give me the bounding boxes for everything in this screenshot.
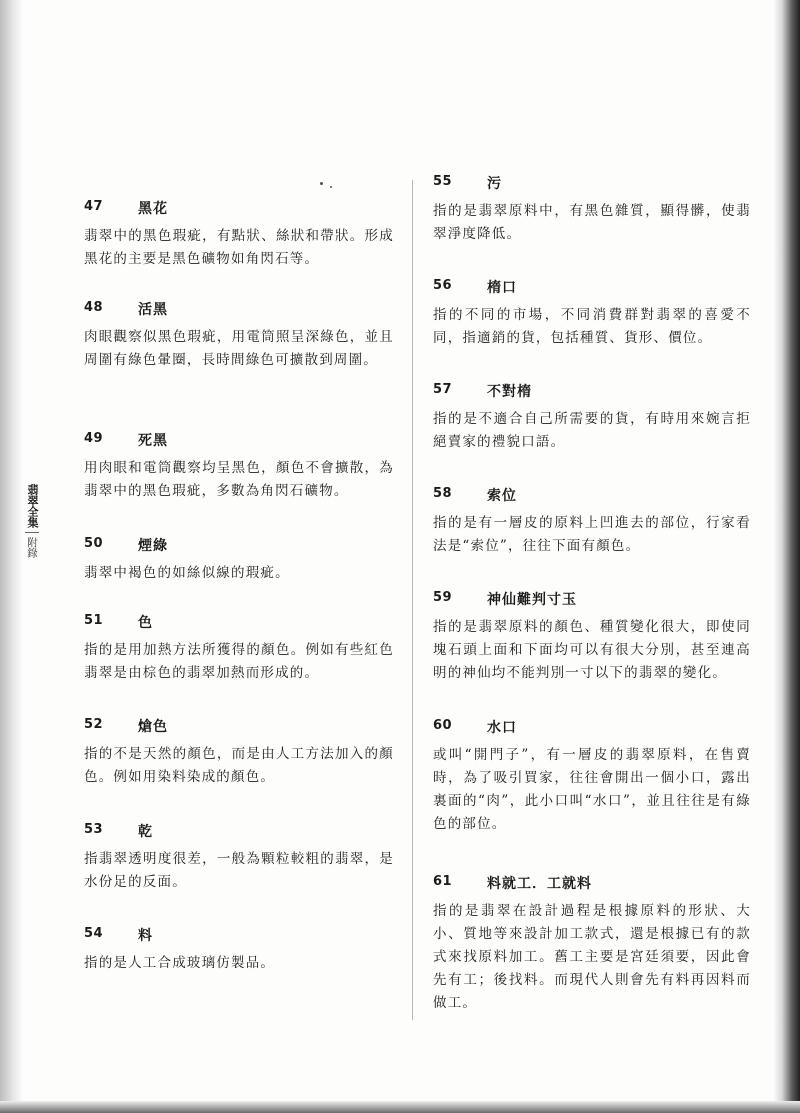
glossary-entry (433, 486, 751, 558)
entry-definition: 指的是不適合自己所需要的貨，有時用來婉言拒絕賣家的禮貌口語。 (433, 411, 751, 450)
side-tab-divider (25, 532, 39, 533)
entry-definition: 指的不同的市場，不同消費群對翡翠的喜愛不同，指適銷的貨，包括種質、貨形、價位。 (433, 307, 751, 346)
entry-term: 活黑 (138, 302, 168, 318)
glossary-entry (84, 536, 394, 585)
entry-number: 47 (84, 199, 104, 214)
entry-number: 53 (84, 822, 104, 837)
glossary-entry (84, 822, 394, 894)
entry-definition: 肉眼觀察似黑色瑕疵，用電筒照呈深綠色，並且周圍有綠色暈圈，長時間綠色可擴散到周圍。 (84, 329, 394, 368)
entry-term: 污 (487, 176, 502, 192)
scan-speck (330, 186, 332, 188)
entry-term: 楕口 (487, 280, 517, 296)
entry-term: 黑花 (138, 201, 168, 217)
glossary-entry (84, 300, 394, 372)
entry-number: 56 (433, 278, 453, 293)
entry-term: 水口 (487, 720, 517, 736)
entry-term: 乾 (138, 824, 153, 840)
side-tab-title: 翡翠全集 (26, 484, 39, 528)
entry-term: 色 (138, 615, 153, 631)
glossary-entry (433, 382, 751, 454)
entry-definition: 指的是有一層皮的原料上凹進去的部位，行家看法是“索位”，往往下面有顏色。 (433, 515, 751, 554)
glossary-entry (433, 590, 751, 685)
entry-term: 熗色 (138, 719, 168, 735)
page-edge-right (774, 0, 800, 1113)
glossary-entry (84, 613, 394, 685)
entry-definition: 指的是翡翠原料的顏色、種質變化很大，即使同塊石頭上面和下面均可以有很大分別，甚至連高明的神仙均不能判別一寸以下的翡翠的變化。 (433, 619, 751, 681)
entry-number: 50 (84, 536, 104, 551)
entry-definition: 翡翠中的黑色瑕疵，有點狀、絲狀和帶狀。形成黑花的主要是黑色礦物如角閃石等。 (84, 228, 394, 267)
entry-number: 55 (433, 174, 453, 189)
side-tab (25, 484, 41, 558)
entry-number: 54 (84, 926, 104, 941)
glossary-entry (433, 174, 751, 246)
entry-definition: 指翡翠透明度很差，一般為顆粒較粗的翡翠，是水份足的反面。 (84, 851, 394, 890)
glossary-entry (84, 926, 394, 975)
column-divider (412, 180, 413, 1020)
entry-number: 57 (433, 382, 453, 397)
entry-term: 煙綠 (138, 538, 168, 554)
entry-term: 料 (138, 928, 153, 944)
entry-term: 料就工．工就料 (487, 876, 592, 892)
page-edge-left (0, 0, 22, 1113)
glossary-entry (433, 718, 751, 836)
entry-definition: 指的是翡翠原料中，有黑色雜質，顯得髒，使翡翠淨度降低。 (433, 203, 751, 242)
entry-definition: 或叫“開門子”，有一層皮的翡翠原料，在售賣時，為了吸引買家，往往會開出一個小口，露出裏面的“肉”，此小口叫“水口”，並且往往是有綠色的部位。 (433, 747, 751, 832)
entry-number: 58 (433, 486, 453, 501)
entry-number: 51 (84, 613, 104, 628)
glossary-entry (84, 717, 394, 789)
entry-definition: 指的是翡翠在設計過程是根據原料的形狀、大小、質地等來設計加工款式，還是根據已有的款式來找原料加工。舊工主要是宮廷須要，因此會先有工；後找料。而現代人則會先有料再因料而做工。 (433, 903, 751, 1011)
entry-term: 不對楕 (487, 384, 532, 400)
entry-definition: 指的是用加熱方法所獲得的顏色。例如有些紅色翡翠是由棕色的翡翠加熱而形成的。 (84, 642, 394, 681)
entry-definition: 指的不是天然的顏色，而是由人工方法加入的顏色。例如用染料染成的顏色。 (84, 746, 394, 785)
glossary-entry (84, 199, 394, 271)
entry-term: 神仙難判寸玉 (487, 592, 577, 608)
glossary-entry (84, 431, 394, 503)
page-edge-bottom (0, 1101, 800, 1113)
entry-number: 49 (84, 431, 104, 446)
entry-number: 61 (433, 874, 453, 889)
entry-term: 索位 (487, 488, 517, 504)
entry-number: 59 (433, 590, 453, 605)
entry-number: 60 (433, 718, 453, 733)
entry-definition: 指的是人工合成玻璃仿製品。 (84, 955, 276, 971)
scan-speck (320, 182, 323, 185)
entry-number: 52 (84, 717, 104, 732)
entry-number: 48 (84, 300, 104, 315)
entry-definition: 翡翠中褐色的如絲似線的瑕疵。 (84, 565, 290, 581)
side-tab-section: 附錄 (26, 537, 38, 558)
entry-definition: 用肉眼和電筒觀察均呈黑色，顏色不會擴散，為翡翠中的黑色瑕疵，多數為角閃石礦物。 (84, 460, 394, 499)
glossary-entry (433, 874, 751, 1015)
entry-term: 死黑 (138, 433, 168, 449)
glossary-entry (433, 278, 751, 350)
